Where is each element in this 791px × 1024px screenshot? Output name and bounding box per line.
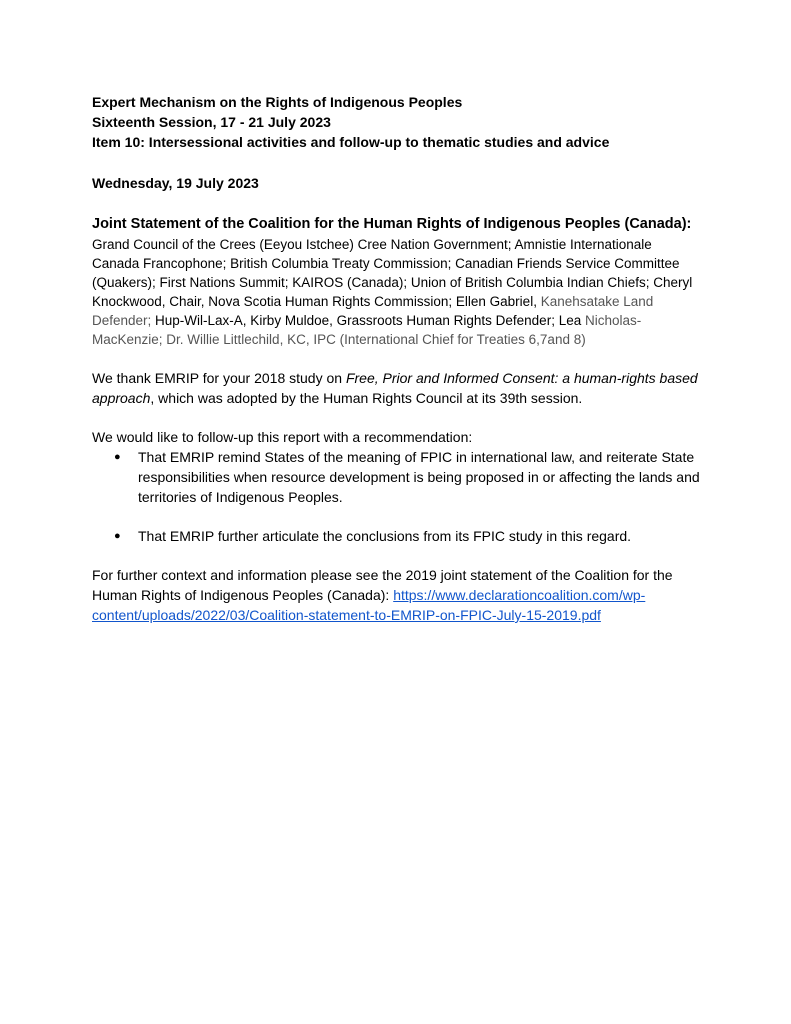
context-paragraph [92, 565, 702, 625]
recommendation-text: That EMRIP further articulate the conclusions from its FPIC study in this regard. [138, 528, 632, 544]
context-text: For further context and information please see the 2019 joint statement of the Coalition for the Human Rights of Indigenous Peoples (Canada): [92, 567, 673, 603]
signatories-text-2: Kanehsatake Land Defender; [92, 294, 654, 328]
header-line-item: Item 10: Intersessional activities and follow-up to thematic studies and advice [92, 134, 610, 150]
signatories-text-1: Grand Council of the Crees (Eeyou Istchee) Cree Nation Government; Amnistie Internationale Canada Francophone; British Columbia Treaty Commission; Canadian Friends Service Committee (Quakers); First Nations Summit; KAIROS (Canada); Union of British Columbia Indian Chiefs; Cheryl Knockwood, Chair, Nova Scotia Human Rights Commission; Ellen Gabriel, [92, 237, 693, 309]
joint-statement [92, 214, 702, 349]
joint-statement-title: Joint Statement of the Coalition for the Human Rights of Indigenous Peoples (Canada): [92, 216, 692, 232]
list-item [92, 526, 702, 546]
signatories-list [92, 235, 702, 349]
followup-intro: We would like to follow-up this report with a recommendation: [92, 429, 473, 445]
document-header [92, 92, 702, 152]
thanks-text-pre: We thank EMRIP for your 2018 study on [92, 370, 346, 386]
list-item [92, 447, 702, 507]
coalition-statement-link[interactable]: https://www.declarationcoalition.com/wp-content/uploads/2022/03/Coalition-statement-to-EMRIP-on-FPIC-July-15-2019.pdf [92, 587, 646, 623]
recommendations-list [92, 447, 702, 546]
bullet-icon: ● [114, 451, 121, 463]
signatories-text-3: Hup-Wil-Lax-A, Kirby Muldoe, Grassroots Human Rights Defender; Lea [155, 313, 585, 328]
signatories-text-4: Nicholas-MacKenzie; Dr. Willie Littlechild, KC, IPC (International Chief for Treaties 6,7and 8) [92, 313, 642, 347]
recommendation-text: That EMRIP remind States of the meaning of FPIC in international law, and reiterate State responsibilities when resource development is being proposed in or affecting the lands and territories of Indigenous Peoples. [138, 449, 700, 505]
header-line-session: Sixteenth Session, 17 - 21 July 2023 [92, 114, 331, 130]
study-title: Free, Prior and Informed Consent: a human-rights based approach [92, 370, 698, 406]
thanks-text-post: , which was adopted by the Human Rights Council at its 39th session. [150, 390, 583, 406]
document-content [92, 92, 702, 625]
bullet-icon: ● [114, 530, 121, 542]
header-line-mechanism: Expert Mechanism on the Rights of Indigenous Peoples [92, 94, 463, 110]
statement-date: Wednesday, 19 July 2023 [92, 175, 259, 191]
thanks-paragraph [92, 368, 702, 408]
